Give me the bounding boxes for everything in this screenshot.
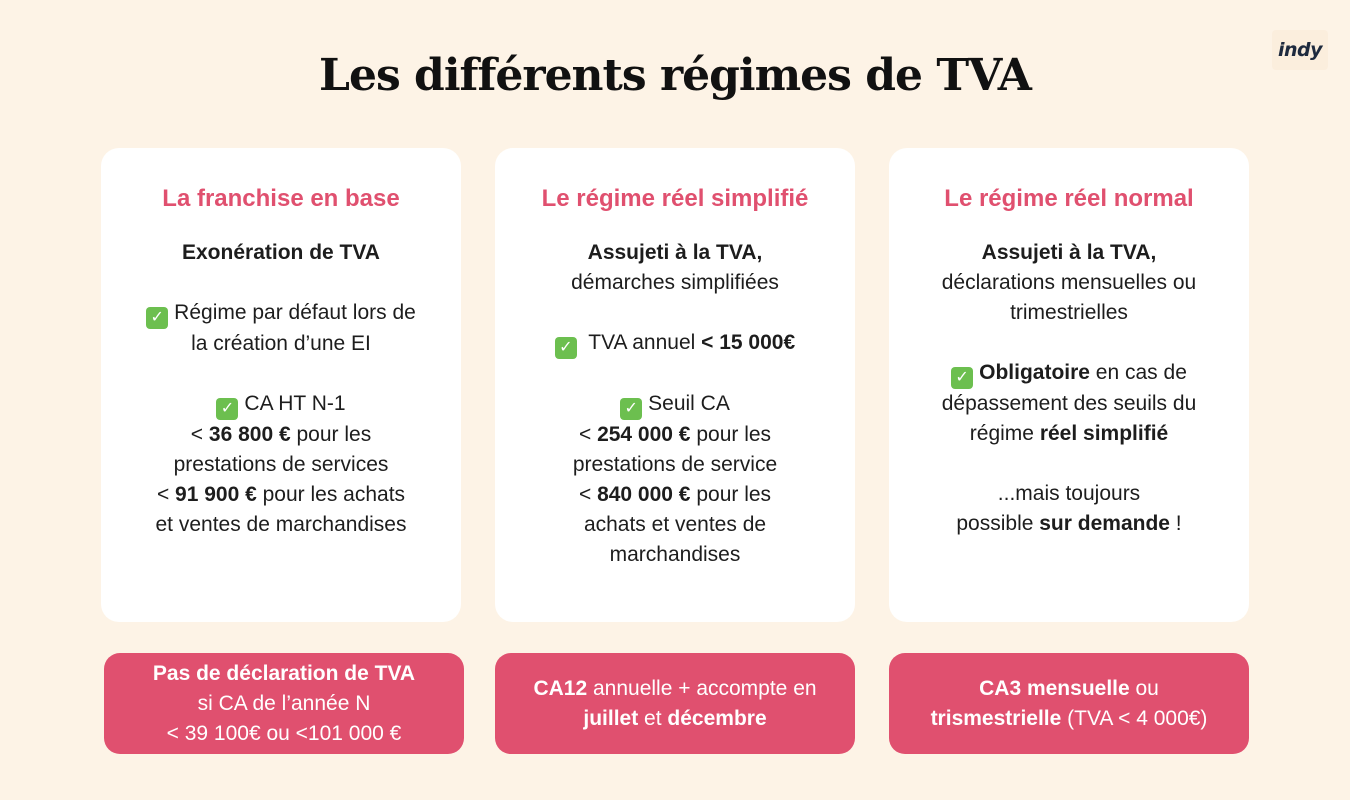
threshold-text: pour les [290,423,372,446]
threshold-value: 840 000 € [597,483,691,506]
threshold-text: pour les [690,483,772,506]
note-emphasis: sur demande [1039,512,1170,535]
card-subtitle: Exonération de TVA [182,241,380,264]
card-subtitle: Assujeti à la TVA, [587,241,763,264]
point-text: Seuil CA [648,392,730,415]
note-text: possible [956,512,1040,535]
point-value: réel simplifié [1039,422,1169,445]
footer-text: (TVA < 4 000€) [1061,706,1208,730]
footer-text-bold: juillet [583,706,639,730]
point-text: dépassement des seuils du [941,392,1197,415]
threshold-text: achats et ventes de [583,513,767,536]
footer-text-bold: Pas de déclaration de TVA [152,661,416,685]
footer-text-bold: CA12 [533,676,588,700]
note-text: ! [1169,512,1182,535]
threshold-prefix: < [578,423,598,446]
card-franchise-en-base [101,148,461,622]
card-subtitle-rest: trimestrielles [1010,301,1128,324]
card-subtitle: Assujeti à la TVA, [981,241,1157,264]
page-title: Les différents régimes de TVA [319,50,1031,101]
threshold-text: pour les achats [256,483,406,506]
point-value: < 15 000€ [701,331,796,354]
threshold-prefix: < [190,423,209,446]
threshold-value: 91 900 € [175,483,257,506]
footer-text: et [638,706,668,730]
check-icon: ✓ [951,367,973,389]
point-value: Obligatoire [979,361,1090,384]
footer-text-bold: CA3 mensuelle [979,676,1130,700]
threshold-text: prestations de services [173,453,389,476]
threshold-value: 254 000 € [597,423,691,446]
check-icon: ✓ [555,337,577,359]
footer-regime-reel-normal [889,653,1249,754]
point-text: TVA annuel [582,331,702,354]
point-text: régime [969,422,1040,445]
footer-text: si CA de l’année N [197,691,371,715]
card-subtitle-rest: démarches simplifiées [571,271,779,294]
footer-regime-reel-simplifie [495,653,855,754]
check-icon: ✓ [620,398,642,420]
card-heading: Le régime réel simplifié [541,185,809,212]
indy-logo: indy [1272,30,1328,70]
threshold-text: marchandises [609,543,741,566]
note-text: ...mais toujours [997,482,1141,505]
point-text: en cas de [1089,361,1187,384]
check-icon: ✓ [216,398,238,420]
point-text: Régime par défaut lors de [174,301,416,324]
card-regime-reel-simplifie [495,148,855,622]
point-text: CA HT N-1 [244,392,346,415]
threshold-text: et ventes de marchandises [155,513,407,536]
card-heading: Le régime réel normal [944,185,1194,212]
card-heading: La franchise en base [162,185,400,212]
card-regime-reel-normal [889,148,1249,622]
card-subtitle-rest: déclarations mensuelles ou [941,271,1197,294]
check-icon: ✓ [146,307,168,329]
footer-text-bold: trismestrielle [930,706,1062,730]
footer-text: annuelle + accompte en [587,676,817,700]
threshold-text: prestations de service [572,453,778,476]
footer-text-bold: décembre [667,706,767,730]
footer-text: < 39 100€ ou <101 000 € [166,721,402,745]
threshold-prefix: < [578,483,598,506]
threshold-text: pour les [690,423,772,446]
footer-text: ou [1129,676,1159,700]
threshold-prefix: < [156,483,176,506]
footer-franchise-en-base [104,653,464,754]
point-text: la création d’une EI [191,332,371,355]
threshold-value: 36 800 € [208,423,291,446]
